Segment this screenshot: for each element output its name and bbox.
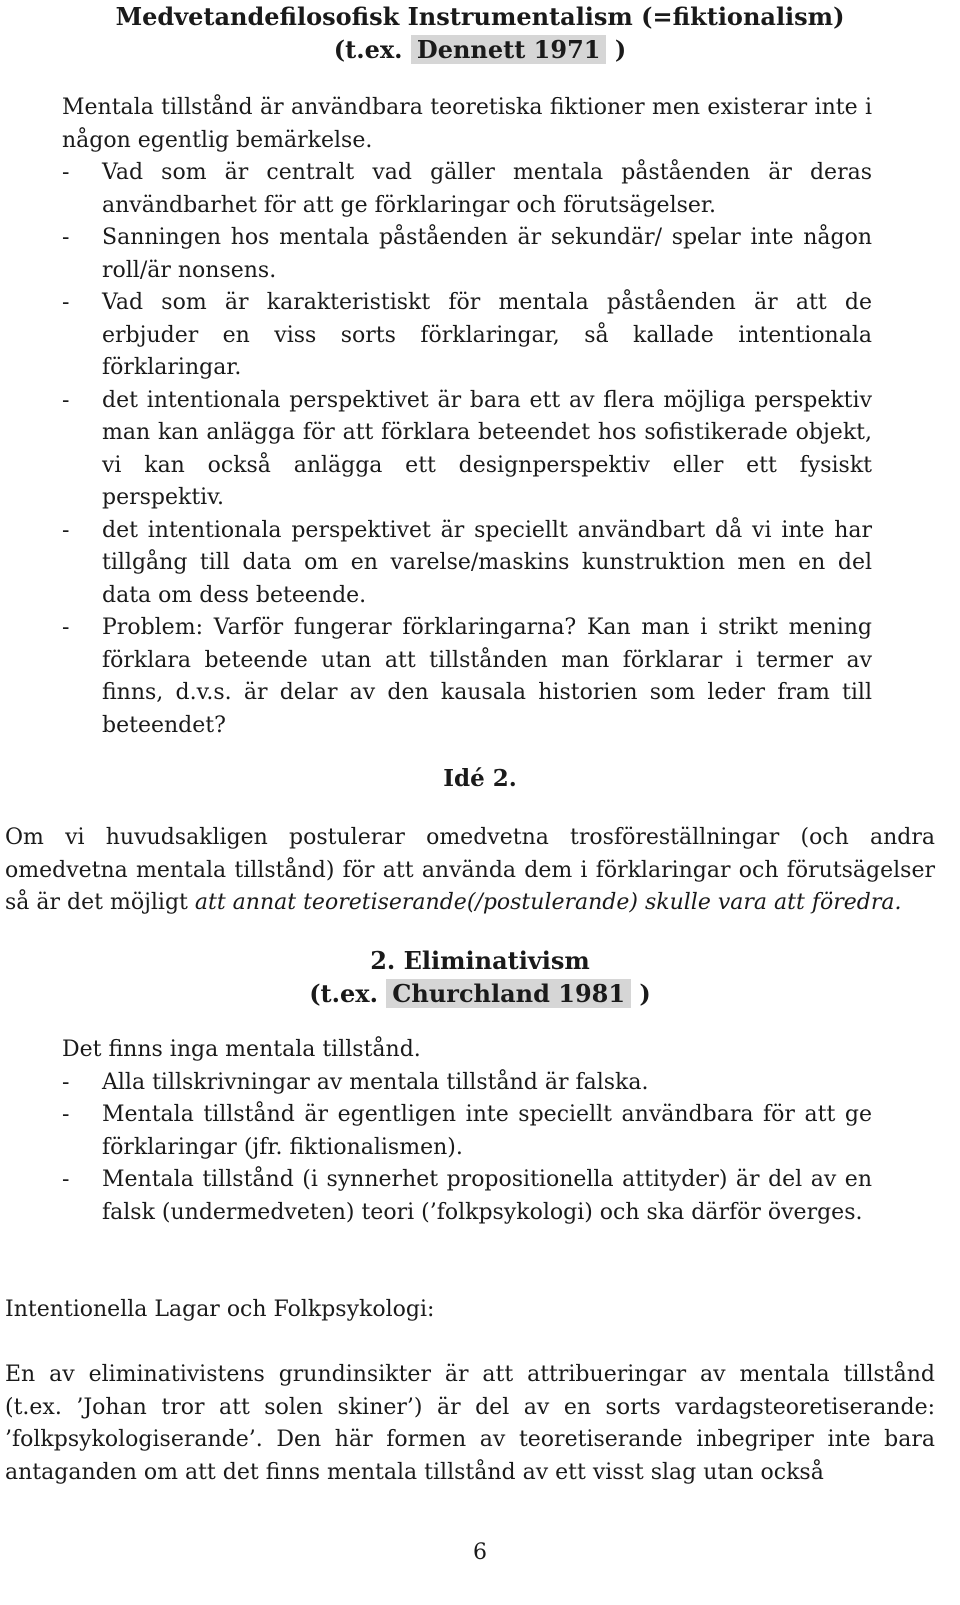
section-1-title-text: Medvetandefilosofisk Instrumentalism (=fiktionalism) — [115, 2, 845, 31]
section-2-intro: Det finns inga mentala tillstånd. — [62, 1037, 421, 1062]
list-item — [62, 612, 872, 742]
citation-suffix: ) — [639, 979, 651, 1008]
section-2-body — [62, 1034, 872, 1229]
page-number: 6 — [473, 1540, 487, 1565]
citation-link-dennett[interactable]: Dennett 1971 — [411, 35, 607, 64]
list-item — [62, 1099, 872, 1164]
list-item-text: Mentala tillstånd är egentligen inte speciellt användbara för att ge förklaringar (jfr. fiktionalismen). — [102, 1102, 872, 1160]
list-item-text: det intentionala perspektivet är speciellt användbart då vi inte har tillgång till data om en varelse/maskins kunstruktion men en del data om dess beteende. — [102, 517, 872, 608]
list-item-text: det intentionala perspektivet är bara ett av flera möjliga perspektiv man kan anlägga för att förklara beteendet hos sofistikerade objekt, vi kan också anlägga ett designperspektiv eller ett fysiskt perspektiv. — [102, 387, 872, 510]
list-item — [62, 385, 872, 515]
list-item — [62, 515, 872, 613]
list-item-text: Sanningen hos mentala påståenden är sekundär/ spelar inte någon roll/är nonsens. — [102, 225, 872, 283]
list-item-text: Mentala tillstånd (i synnerhet propositionella attityder) är del av en falsk (undermedveten) teori (’folkpsykologi) och ska därför överges. — [102, 1167, 872, 1225]
section-2-citation — [0, 977, 960, 1010]
citation-link-churchland[interactable]: Churchland 1981 — [386, 979, 631, 1008]
dash-marker: - — [62, 1069, 70, 1095]
dash-marker: - — [62, 517, 70, 543]
citation-suffix: ) — [614, 35, 627, 64]
section-2-title — [0, 944, 960, 977]
dash-marker: - — [62, 1102, 70, 1127]
list-item-text: Problem: Varför fungerar förklaringarna? Kan man i strikt mening förklara beteende utan att tillstånden man förklarar i termer av finns, d.v.s. är delar av den kausala historien som leder fram till beteendet? — [102, 615, 872, 738]
list-item — [62, 1164, 872, 1229]
idea-2-title: Idé 2. — [443, 765, 517, 792]
section-1-body — [62, 92, 872, 742]
dash-marker: - — [62, 160, 70, 185]
section-3-paragraph: En av eliminativistens grundinsikter är att attribueringar av mentala tillstånd (t.ex. ’Johan tror att solen skiner’) är del av en sorts vardagsteoretiserande: ’folkpsykologiserande’. Den här formen av teoretiserande inbegriper inte bara antaganden om att det finns mentala tillstånd av ett visst slag utan också — [5, 1362, 935, 1485]
list-item — [62, 1067, 872, 1100]
section-1-intro: Mentala tillstånd är användbara teoretiska fiktioner men existerar inte i någon egentlig bemärkelse. — [62, 95, 872, 153]
section-1-title — [0, 0, 960, 33]
dash-marker: - — [62, 290, 70, 315]
list-item-text: Vad som är centralt vad gäller mentala påståenden är deras användbarhet för att ge förklaringar och förutsägelser. — [102, 160, 872, 218]
dash-marker: - — [62, 225, 70, 250]
list-item-text: Alla tillskrivningar av mentala tillstånd är falska. — [102, 1069, 649, 1095]
idea-2-paragraph — [5, 822, 935, 920]
list-item — [62, 157, 872, 222]
section-2-title-text: 2. Eliminativism — [370, 946, 590, 975]
dash-marker: - — [62, 387, 70, 413]
dash-marker: - — [62, 1167, 70, 1192]
list-item-text: Vad som är karakteristiskt för mentala påståenden är att de erbjuder en viss sorts förklaringar, så kallade intentionala förklaringar. — [102, 290, 872, 380]
citation-prefix: (t.ex. — [333, 35, 403, 64]
idea-2-italic-text: att annat teoretiserande(/postulerande) skulle vara att föredra. — [194, 890, 902, 915]
list-item — [62, 287, 872, 385]
section-3-title: Intentionella Lagar och Folkpsykologi: — [5, 1297, 435, 1322]
idea-2-text: Om vi huvudsakligen postulerar omedvetna trosföreställningar (och andra omedvetna mentala tillstånd) för att använda dem i förklaringar och förutsägelser så är det möjligt — [5, 825, 935, 915]
section-1-citation — [0, 33, 960, 66]
citation-prefix: (t.ex. — [309, 979, 378, 1008]
dash-marker: - — [62, 615, 70, 640]
list-item — [62, 222, 872, 287]
